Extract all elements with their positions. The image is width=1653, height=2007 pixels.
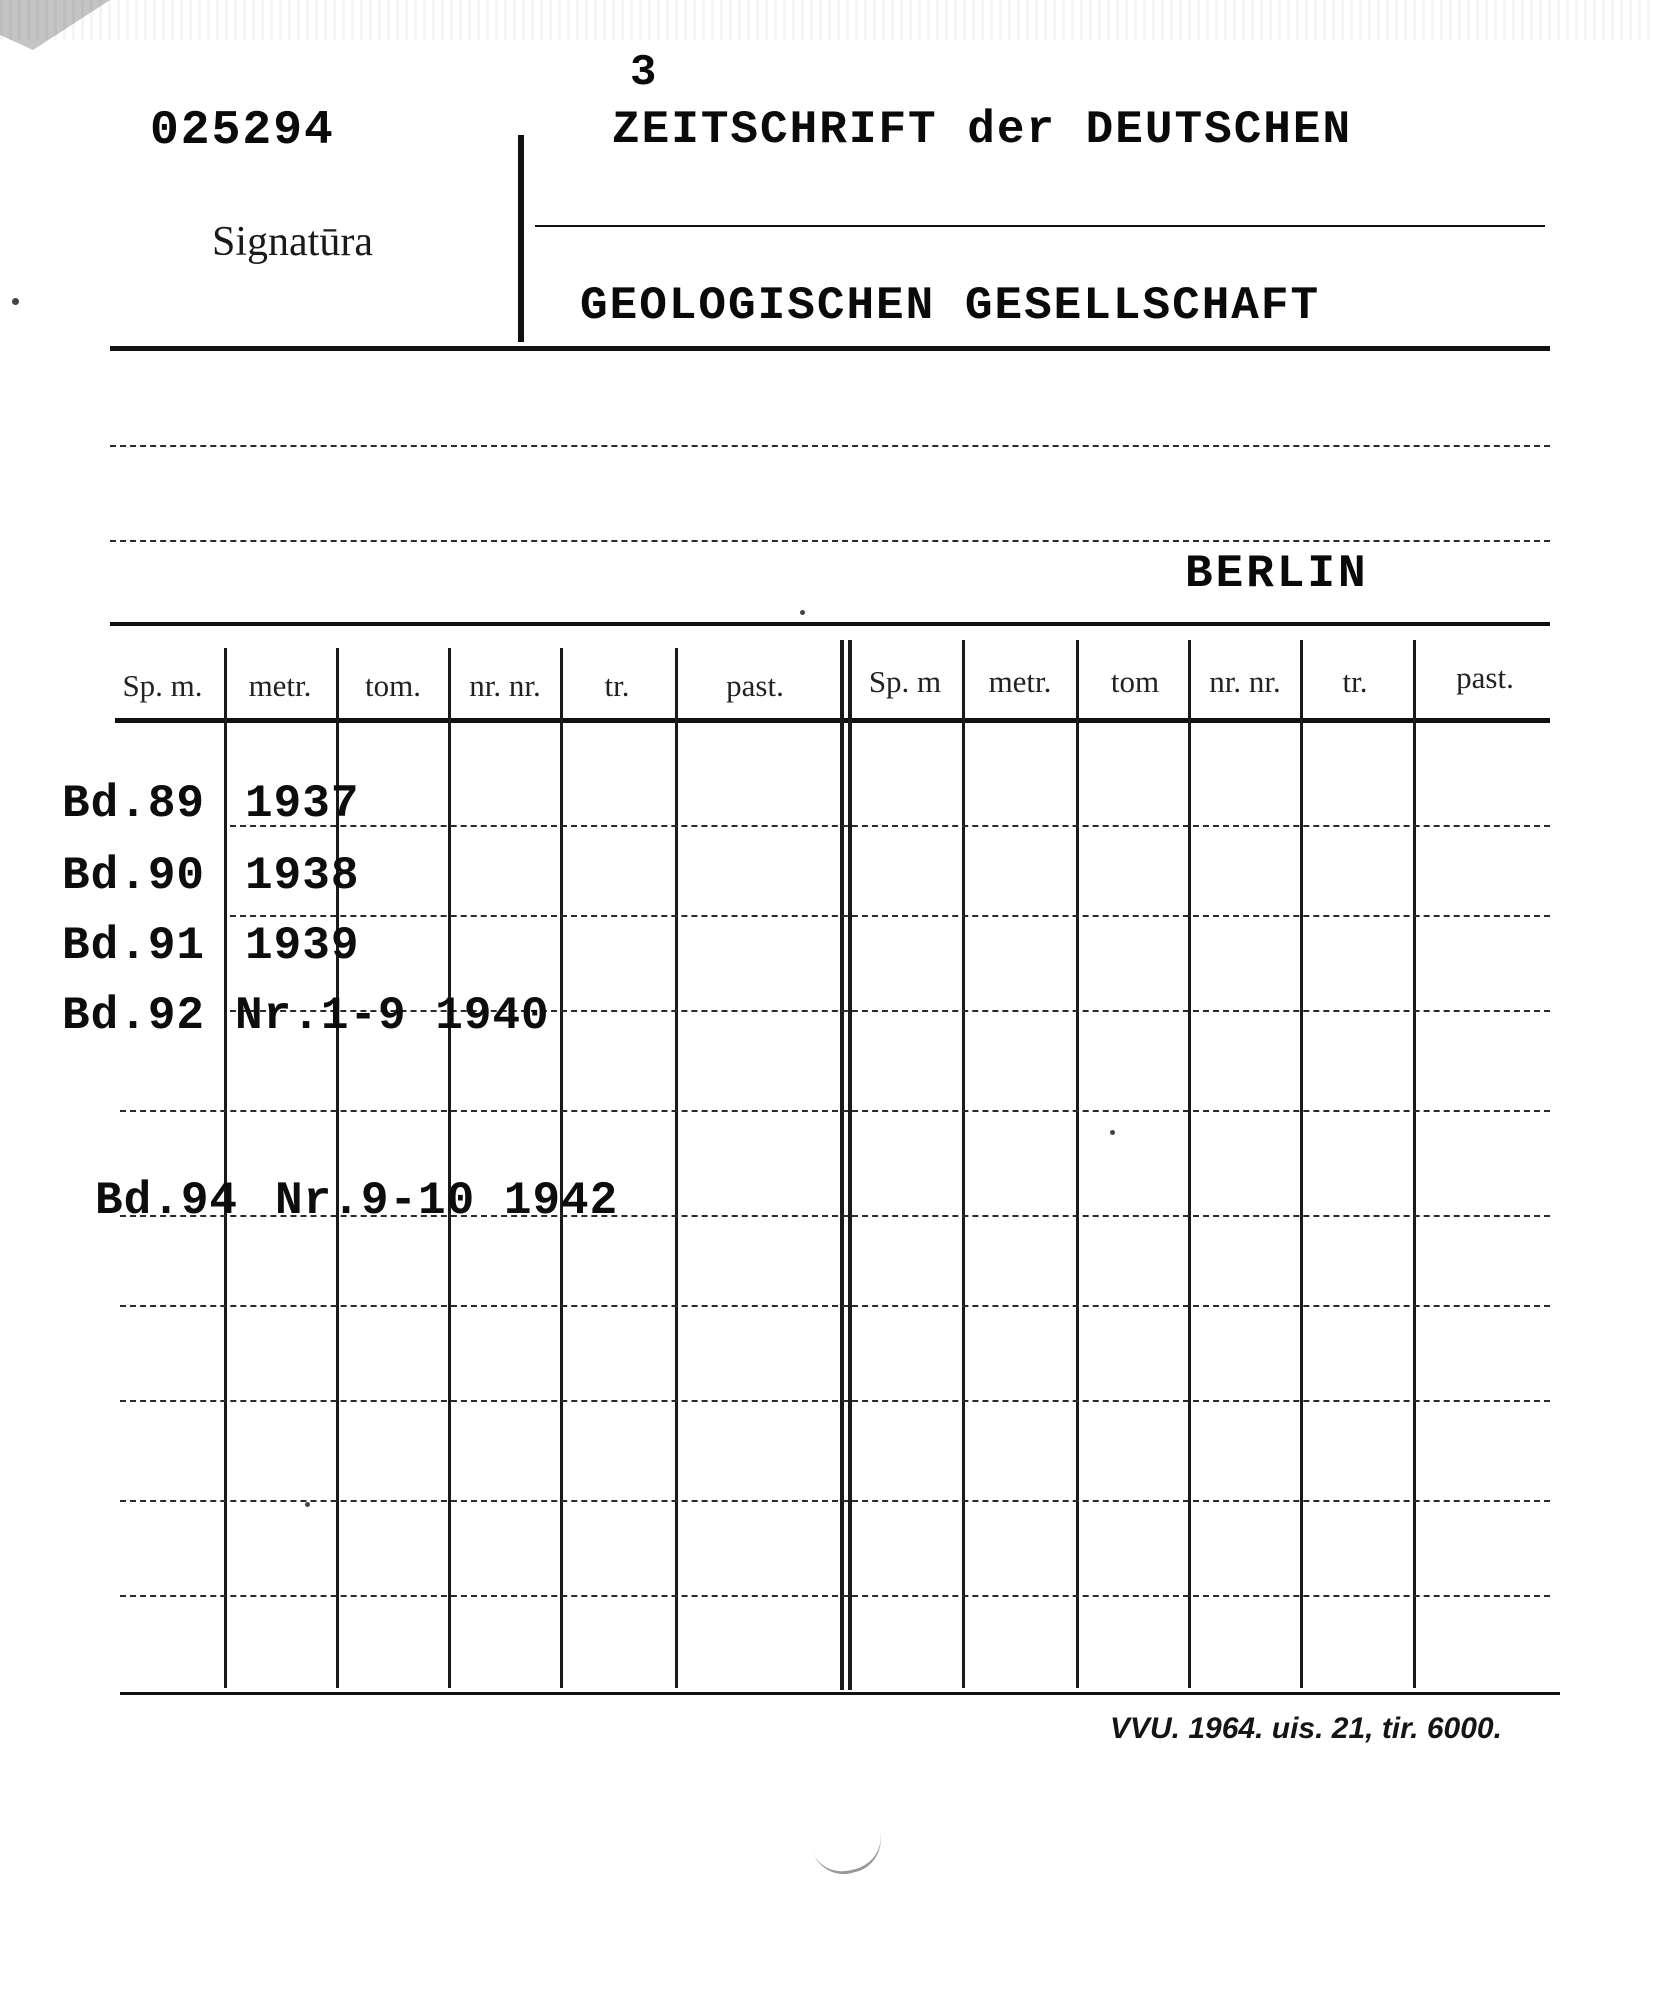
col-divider — [1300, 640, 1303, 1688]
col-header-left-sp-m: Sp. m. — [122, 668, 203, 703]
printer-imprint: VVU. 1964. uis. 21, tir. 6000. — [1110, 1712, 1502, 1745]
table-center-divider — [840, 640, 844, 1690]
col-divider — [1413, 640, 1416, 1688]
table-row-line — [120, 1400, 1550, 1402]
table-header-rule — [115, 718, 1550, 723]
ruled-line — [110, 540, 1550, 542]
title-line-1: ZEITSCHRIFT der DEUTSCHEN — [612, 104, 1353, 156]
col-divider — [1188, 640, 1191, 1688]
signature-label: Signatūra — [212, 219, 373, 265]
entry-detail: 1937 — [245, 778, 360, 830]
table-row-line — [120, 1305, 1550, 1307]
col-divider — [962, 640, 965, 1688]
col-divider — [448, 648, 451, 1688]
scan-speck — [305, 1502, 310, 1507]
col-header-left-tom: tom. — [365, 668, 421, 703]
col-header-left-tr: tr. — [604, 668, 630, 703]
entry-detail: Nr.1-9 1940 — [235, 990, 550, 1042]
entry-volume: Bd.90 — [62, 850, 206, 902]
col-header-left-past: past. — [726, 668, 784, 703]
scan-smudge — [812, 1832, 888, 1882]
entry-volume: Bd.91 — [62, 920, 206, 972]
col-divider — [224, 648, 227, 1688]
scan-edge-noise — [0, 0, 1653, 40]
col-header-right-nr-nr: nr. nr. — [1209, 664, 1281, 699]
page-number: 3 — [630, 48, 657, 98]
col-divider — [675, 648, 678, 1688]
entry-detail: Nr.9-10 1942 — [275, 1175, 619, 1227]
col-divider — [560, 648, 563, 1688]
table-center-divider — [848, 640, 852, 1690]
entry-detail: 1939 — [245, 920, 360, 972]
call-number: 025294 — [150, 104, 335, 158]
scan-speck — [800, 610, 805, 615]
header-divider — [518, 135, 524, 342]
col-header-left-nr-nr: nr. nr. — [469, 668, 541, 703]
scan-speck — [1110, 1130, 1115, 1135]
title-line-2: GEOLOGISCHEN GESELLSCHAFT — [580, 280, 1321, 332]
col-header-right-sp-m: Sp. m — [868, 664, 942, 699]
col-divider — [1076, 640, 1079, 1688]
table-row-line — [230, 915, 1550, 917]
entry-volume: Bd.92 — [62, 990, 206, 1042]
col-header-right-tom: tom — [1110, 664, 1160, 699]
table-top-rule — [110, 622, 1550, 626]
col-header-right-metr: metr. — [988, 664, 1052, 699]
scan-speck — [12, 298, 19, 305]
title-underline-1 — [535, 225, 1545, 227]
entry-detail: 1938 — [245, 850, 360, 902]
ruled-line — [110, 445, 1550, 447]
entry-volume: Bd.89 — [62, 778, 206, 830]
table-row-line — [120, 1110, 1550, 1112]
col-header-right-tr: tr. — [1342, 664, 1368, 699]
header-bottom-rule — [110, 346, 1550, 351]
col-header-left-metr: metr. — [248, 668, 312, 703]
table-row-line — [230, 825, 1550, 827]
col-header-right-past: past. — [1456, 660, 1514, 695]
table-bottom-rule — [120, 1692, 1560, 1695]
entry-volume: Bd.94 — [95, 1175, 239, 1227]
table-row-line — [120, 1595, 1550, 1597]
place-of-publication: BERLIN — [1185, 548, 1369, 600]
table-row-line — [120, 1500, 1550, 1502]
